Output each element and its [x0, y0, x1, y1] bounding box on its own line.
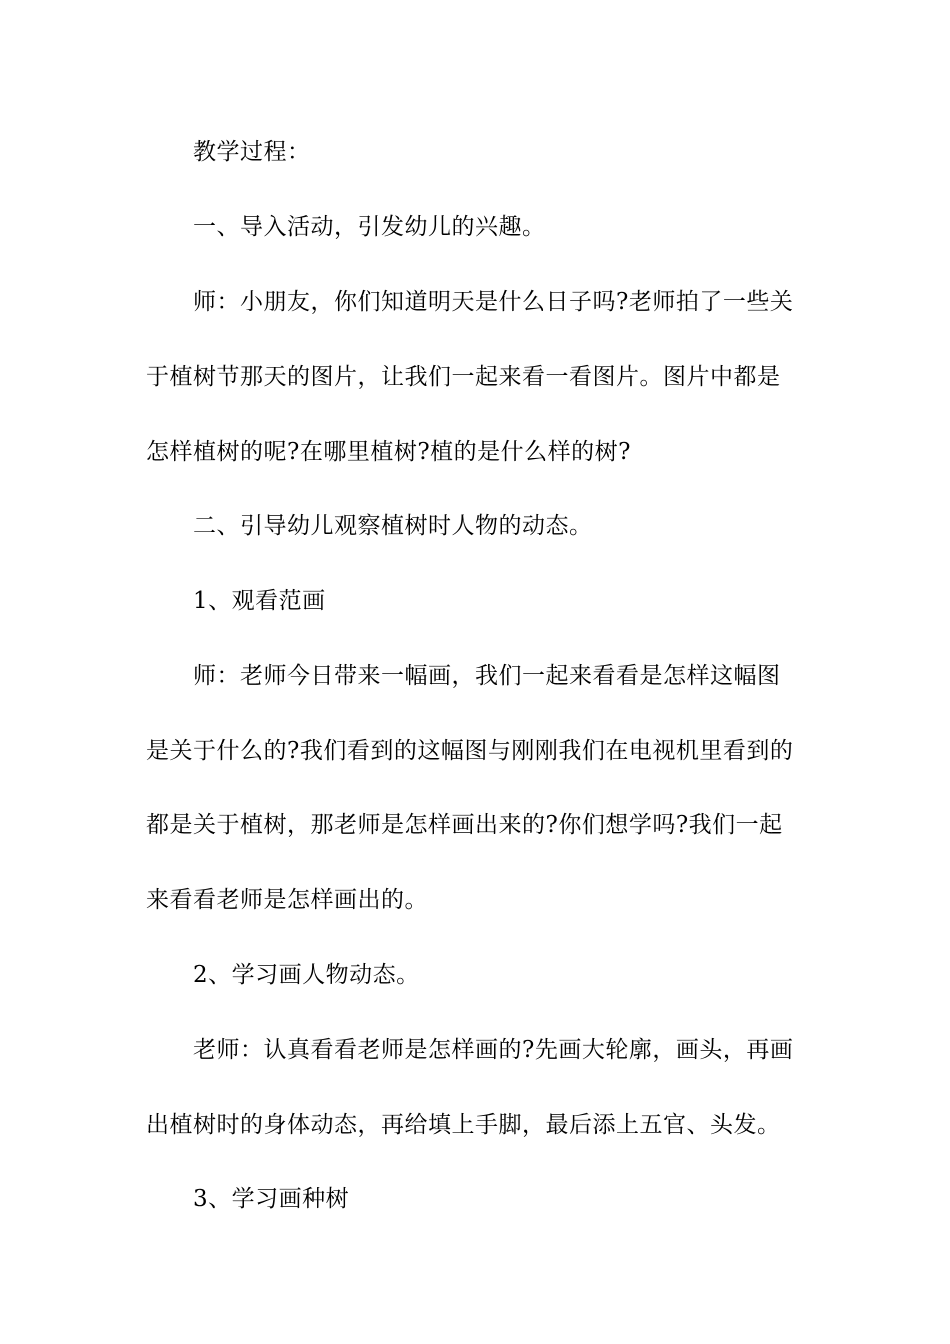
paragraph-line: 怎样植树的呢?在哪里植树?植的是什么样的树? [146, 439, 631, 465]
teaching-process-heading: 教学过程： [193, 139, 311, 165]
paragraph-line: 师：老师今日带来一幅画，我们一起来看看是怎样这幅图 [193, 663, 781, 689]
section-one-heading: 一、导入活动，引发幼儿的兴趣。 [193, 214, 546, 240]
paragraph-line: 来看看老师是怎样画出的。 [146, 887, 428, 913]
paragraph-line: 都是关于植树，那老师是怎样画出来的?你们想学吗?我们一起 [146, 812, 783, 838]
step-two-heading: 2、学习画人物动态。 [193, 962, 420, 988]
paragraph-line: 于植树节那天的图片，让我们一起来看一看图片。图片中都是 [146, 364, 781, 390]
paragraph-line: 出植树时的身体动态，再给填上手脚，最后添上五官、头发。 [146, 1112, 781, 1138]
section-two-heading: 二、引导幼儿观察植树时人物的动态。 [193, 513, 593, 539]
step-one-heading: 1、观看范画 [193, 588, 326, 614]
paragraph-line: 师：小朋友，你们知道明天是什么日子吗?老师拍了一些关 [193, 289, 794, 315]
step-three-heading: 3、学习画种树 [193, 1186, 350, 1212]
paragraph-line: 老师：认真看看老师是怎样画的?先画大轮廓，画头，再画 [193, 1037, 794, 1063]
paragraph-line: 是关于什么的?我们看到的这幅图与刚刚我们在电视机里看到的 [146, 738, 794, 764]
